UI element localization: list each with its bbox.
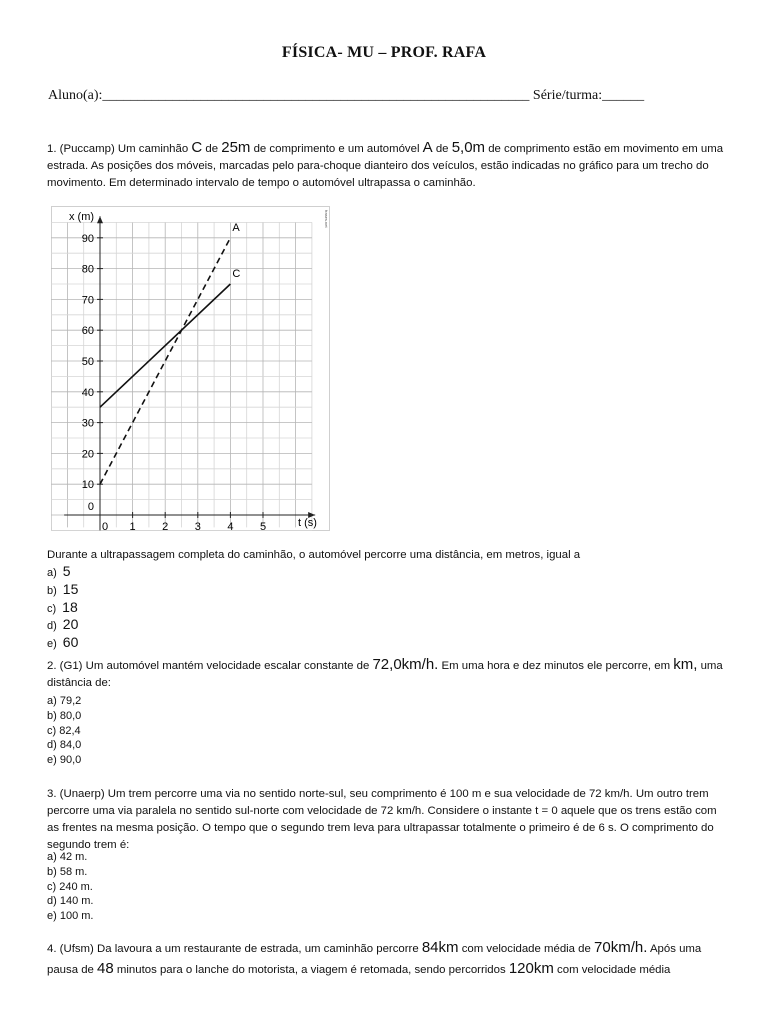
q4-text-1: Da lavoura a um restaurante de estrada, um caminhão percorre xyxy=(97,943,419,955)
q4-text-3: Após uma pausa de xyxy=(47,943,702,976)
question-1 xyxy=(47,139,727,192)
q1-car-length: 5,0m xyxy=(451,139,486,156)
x-tick-label: 1 xyxy=(129,521,136,532)
q3-option-b: b) 58 m. xyxy=(47,865,88,878)
q2-number: 2. xyxy=(47,660,57,672)
x-tick-label: 2 xyxy=(162,521,169,532)
q4-speed-1: 70km/h. xyxy=(594,939,648,956)
y-tick-label: 30 xyxy=(81,417,94,430)
q1-truck-length: 25m xyxy=(221,139,251,156)
q2-option-b: b) 80,0 xyxy=(47,709,82,722)
y-tick-label: 90 xyxy=(81,232,94,245)
position-time-chart xyxy=(51,206,331,532)
q1-option-c: c) 18 xyxy=(47,598,78,615)
q4-distance-1: 84km xyxy=(421,939,459,956)
x-tick-label: 3 xyxy=(194,521,201,532)
q1-option-d: d) 20 xyxy=(47,616,79,633)
x-axis-label: t (s) xyxy=(298,517,317,529)
q3-option-a: a) 42 m. xyxy=(47,851,88,863)
x-tick-label: 5 xyxy=(259,521,267,532)
q2-option-d: d) 84,0 xyxy=(47,739,82,752)
y-tick-label: 70 xyxy=(81,294,94,307)
q1-truck-letter: C xyxy=(191,139,203,156)
q3-text: Um trem percorre uma via no sentido norte-sul, seu comprimento é 100 m e sua velocidade de 72 km/h. Um outro trem percorre uma via paralela no sentido sul-norte com velocidade de 72 km/h. Considere o instante t = 0 aquele que os trens estão com as frentes na mesma posição. O tempo que o segundo trem leva para ultrapassar totalmente o primeiro é de 6 s. O comprimento do segundo trem é: xyxy=(47,788,717,851)
q4-pause: 48 xyxy=(97,960,114,977)
q2-unit: km, xyxy=(673,656,698,673)
q1-text-4: de xyxy=(435,143,449,155)
q2-options xyxy=(47,694,81,768)
q4-number: 4. xyxy=(47,943,57,955)
q3-options xyxy=(47,850,93,924)
q1-question: Durante a ultrapassagem completa do caminhão, o automóvel percorre uma distância, em metros, igual a xyxy=(47,549,581,561)
x-tick-label: 4 xyxy=(227,521,234,532)
q2-text-3: uma distância de: xyxy=(47,660,723,689)
question-4 xyxy=(47,938,727,980)
y-tick-label: 20 xyxy=(81,448,94,461)
q1-text-1: Um caminhão xyxy=(117,143,189,155)
q1-number: 1. xyxy=(47,143,57,155)
q4-distance-2: 120km xyxy=(508,960,554,977)
q3-source: (Unaerp) xyxy=(59,788,105,800)
q2-text-2: Em uma hora e dez minutos ele percorre, em xyxy=(441,660,671,672)
page-title: FÍSICA- MU – PROF. RAFA xyxy=(281,44,487,61)
q2-speed: 72,0km/h. xyxy=(372,656,439,673)
y-tick-label: 60 xyxy=(81,325,94,338)
q1-options xyxy=(47,564,78,653)
q1-text-3: de comprimento e um automóvel xyxy=(253,143,420,155)
y-tick-label: 10 xyxy=(81,479,94,492)
y-tick-label: 40 xyxy=(81,386,94,399)
series-label-c: C xyxy=(232,268,241,280)
q1-text-5: de comprimento estão em movimento em uma estrada. As posições dos móveis, marcadas pelo para-choque dianteiro dos veículos, estão indicadas no gráfico para um trecho do movimento. Em determinado intervalo de tempo o automóvel ultrapassa o caminhão. xyxy=(47,143,724,189)
q1-source: (Puccamp) xyxy=(59,143,115,155)
x-tick-label: 0 xyxy=(101,521,109,532)
q3-option-d: d) 140 m. xyxy=(47,895,94,908)
q4-text-2: com velocidade média de xyxy=(461,943,591,955)
question-2 xyxy=(47,656,727,692)
q2-option-c: c) 82,4 xyxy=(47,724,81,737)
q1-option-b: b) 15 xyxy=(47,580,79,597)
student-line: Aluno(a):_____________________________________________________________ Série/turma:______ xyxy=(48,88,645,103)
q2-text-1: Um automóvel mantém velocidade escalar constante de xyxy=(85,660,370,672)
y-tick-label: 50 xyxy=(81,356,94,368)
q2-source: (G1) xyxy=(59,660,83,672)
q1-text-2: de xyxy=(205,143,219,155)
q3-option-c: c) 240 m. xyxy=(47,880,93,893)
q2-option-e: e) 90,0 xyxy=(47,754,82,767)
q3-number: 3. xyxy=(47,788,57,800)
q4-text-4: minutos para o lanche do motorista, a viagem é retomada, sendo percorridos xyxy=(116,964,506,976)
q1-option-e: e) 60 xyxy=(47,634,79,651)
q2-option-a: a) 79,2 xyxy=(47,695,82,707)
y-tick-label: 80 xyxy=(81,263,94,276)
y-tick-label: 0 xyxy=(87,501,94,513)
chart-watermark: frases.net xyxy=(324,210,329,228)
q4-text-5: com velocidade média xyxy=(557,964,671,976)
y-axis-label: x (m) xyxy=(69,211,95,223)
question-3 xyxy=(47,786,727,854)
q3-option-e: e) 100 m. xyxy=(47,910,94,923)
q1-option-a: a) 5 xyxy=(47,563,71,579)
series-label-a: A xyxy=(232,221,240,234)
q1-car-letter: A xyxy=(422,139,433,156)
q4-source: (Ufsm) xyxy=(59,943,94,955)
